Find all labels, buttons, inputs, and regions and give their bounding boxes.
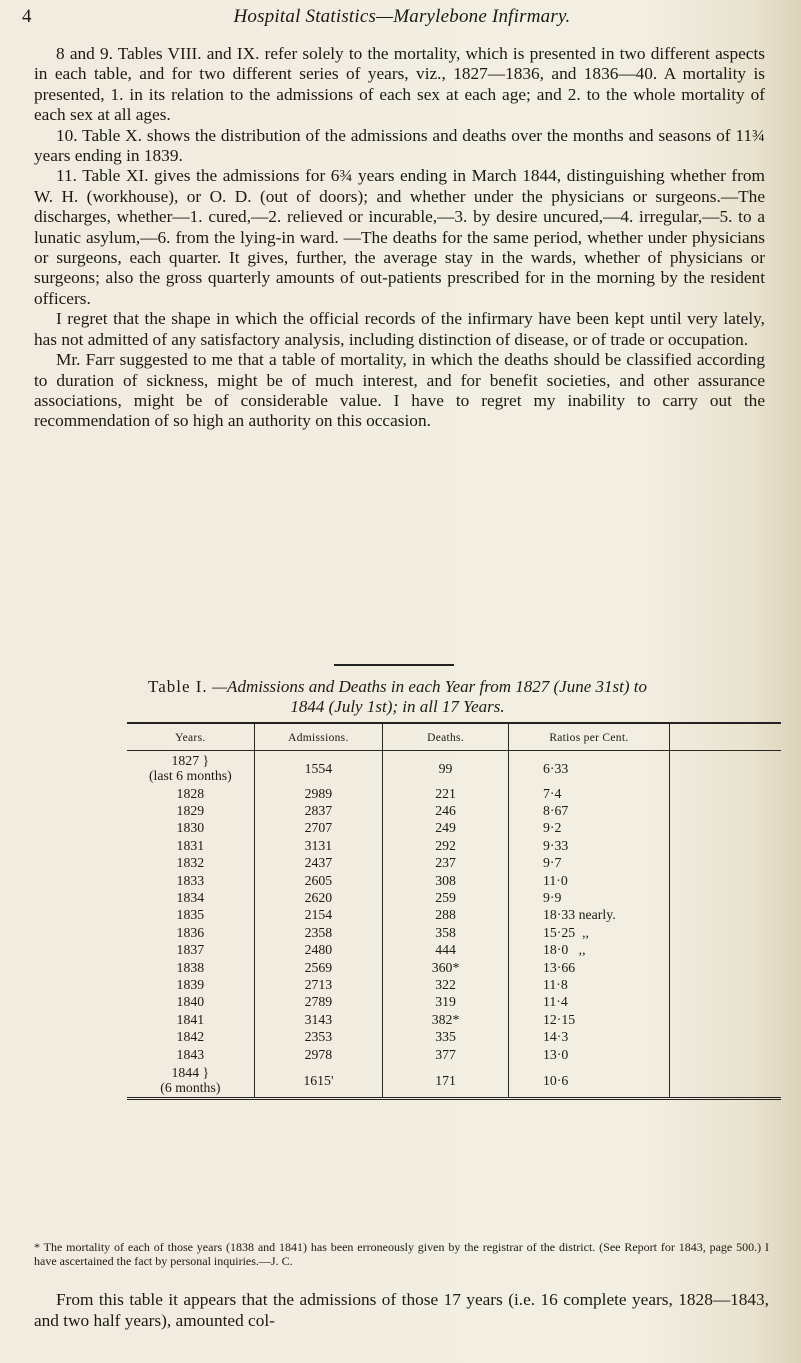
page-number: 4: [22, 6, 32, 27]
ratio-cell-value: 13·66: [543, 959, 576, 975]
table-row: [127, 994, 781, 1011]
deaths-cell-value: 288: [435, 907, 456, 923]
deaths-cell: [383, 976, 509, 993]
year-cell: [127, 976, 254, 993]
deaths-cell-value: 99: [438, 760, 453, 776]
year-cell: [127, 924, 254, 941]
column-header-ratios: Ratios per Cent.: [549, 732, 629, 744]
ratio-cell: [509, 907, 670, 924]
year-cell: [127, 942, 254, 959]
statistics-table: [127, 722, 781, 1100]
deaths-cell-value: 249: [435, 820, 456, 836]
year-cell: [127, 994, 254, 1011]
admissions-cell-value: 2713: [304, 976, 333, 992]
year-cell: [127, 872, 254, 889]
year-cell-sub: (6 months): [160, 1080, 221, 1096]
admissions-cell-value: 2154: [304, 907, 333, 923]
admissions-cell: [254, 751, 382, 786]
ratio-cell: [509, 889, 670, 906]
year-cell-value: 1829: [176, 803, 205, 819]
admissions-cell: [254, 872, 382, 889]
ratio-cell: [509, 942, 670, 959]
blank-cell: [669, 1028, 781, 1045]
blank-cell: [669, 907, 781, 924]
admissions-cell-value: 2605: [304, 872, 333, 888]
deaths-cell: [383, 802, 509, 819]
table-row: [127, 837, 781, 854]
table-label: Table I.: [148, 677, 208, 696]
paragraph: 11. Table XI. gives the admissions for 6¾ years ending in March 1844, distinguishing whether from W. H. (workhouse), or O. D. (out of doors); and whether under the physicians or surgeons.—The discharges, whether—1. cured,—2. relieved or incurable,—3. by desire uncured,—4. irregular,—5. to a lunatic asylum,—6. from the lying-in ward. —The deaths for the same period, whether under physicians or surgeons, each quarter. It gives, further, the average stay in the wards, whether of physicians or surgeons; also the gross quarterly amounts of out-patients prescribed for in the morning by the resident officers.: [34, 166, 765, 308]
year-cell-value: 1842: [176, 1029, 205, 1045]
table-row: [127, 959, 781, 976]
year-cell-value: 1833: [176, 872, 205, 888]
admissions-cell: [254, 785, 382, 802]
admissions-cell-value: 2989: [304, 785, 333, 801]
year-cell: [127, 751, 254, 786]
blank-cell: [669, 785, 781, 802]
deaths-cell: [383, 1063, 509, 1099]
deaths-cell-value: 377: [435, 1046, 456, 1062]
admissions-cell-value: 2358: [304, 924, 333, 940]
table-row: [127, 1046, 781, 1063]
ratio-cell-value: 9·2: [543, 820, 562, 836]
blank-cell: [669, 994, 781, 1011]
deaths-cell-value: 444: [435, 942, 456, 958]
table-row: [127, 976, 781, 993]
admissions-cell: [254, 942, 382, 959]
table-title-line1: —Admissions and Deaths in each Year from 1827 (June 31st) to: [211, 677, 647, 696]
admissions-cell-value: 1615': [303, 1072, 334, 1088]
deaths-cell-value: 237: [435, 855, 456, 871]
admissions-cell: [254, 1011, 382, 1028]
deaths-cell: [383, 751, 509, 786]
year-cell-value: 1832: [176, 855, 205, 871]
blank-cell: [669, 1046, 781, 1063]
deaths-cell-value: 335: [435, 1029, 456, 1045]
paragraph: I regret that the shape in which the official records of the infirmary have been kept until very lately, has not admitted of any satisfactory analysis, including distinction of disease, or of trade or occupation.: [34, 309, 765, 349]
year-cell-value: 1841: [176, 1011, 205, 1027]
table-row: [127, 802, 781, 819]
admissions-cell-value: 2707: [304, 820, 333, 836]
deaths-cell: [383, 907, 509, 924]
year-cell-value: 1837: [176, 942, 205, 958]
deaths-cell: [383, 889, 509, 906]
table-caption: [30, 677, 765, 717]
blank-cell: [669, 872, 781, 889]
deaths-cell: [383, 1046, 509, 1063]
year-cell: [127, 959, 254, 976]
year-cell: [127, 907, 254, 924]
table-row: [127, 1028, 781, 1045]
table-row: [127, 1011, 781, 1028]
blank-cell: [669, 1063, 781, 1099]
column-header-admissions: Admissions.: [254, 722, 382, 751]
ratio-cell: [509, 976, 670, 993]
paragraph: 8 and 9. Tables VIII. and IX. refer solely to the mortality, which is presented in two different aspects in each table, and for two different series of years, viz., 1827—1836, and 1836—40. A mortality is presented, 1. in its relation to the admissions of each sex at each age; and 2. to the whole mortality of each sex at all ages.: [34, 44, 765, 125]
year-cell: [127, 785, 254, 802]
ratio-cell-value: 7·4: [543, 785, 562, 801]
deaths-cell-value: 382*: [431, 1011, 460, 1027]
ratio-cell-value: 11·4: [543, 994, 568, 1010]
column-header-blank: [669, 722, 781, 751]
page-header: [22, 6, 782, 32]
admissions-cell: [254, 1046, 382, 1063]
table-row: [127, 907, 781, 924]
blank-cell: [669, 889, 781, 906]
year-cell-value: 1831: [176, 837, 205, 853]
year-cell-value: 1839: [176, 976, 205, 992]
year-cell: [127, 837, 254, 854]
table-row: [127, 820, 781, 837]
year-cell-value: 1827 }: [171, 753, 210, 768]
ratio-cell-value: 12·15: [543, 1011, 576, 1027]
admissions-cell: [254, 889, 382, 906]
ratio-cell-value: 9·7: [543, 855, 562, 871]
ratio-cell-value: 11·8: [543, 976, 568, 992]
deaths-cell-value: 259: [435, 890, 456, 906]
year-cell-value: 1843: [176, 1046, 205, 1062]
admissions-cell-value: 2437: [304, 855, 333, 871]
deaths-cell-value: 292: [435, 837, 456, 853]
running-title: Hospital Statistics—Marylebone Infirmary.: [233, 6, 571, 27]
admissions-cell-value: 2620: [304, 890, 333, 906]
admissions-cell: [254, 1063, 382, 1099]
year-cell-value: 1840: [176, 994, 205, 1010]
table-row: [127, 942, 781, 959]
ratio-cell: [509, 994, 670, 1011]
admissions-cell: [254, 959, 382, 976]
year-cell: [127, 1028, 254, 1045]
deaths-cell-value: 360*: [431, 959, 460, 975]
table-row: [127, 785, 781, 802]
deaths-cell: [383, 785, 509, 802]
ratio-cell-value: 8·67: [543, 803, 569, 819]
year-cell: [127, 820, 254, 837]
admissions-cell: [254, 907, 382, 924]
year-cell: [127, 889, 254, 906]
ratio-cell-value: 11·0: [543, 872, 568, 888]
ratio-cell: [509, 1011, 670, 1028]
admissions-cell: [254, 924, 382, 941]
blank-cell: [669, 751, 781, 786]
column-header-years: Years.: [127, 722, 254, 751]
blank-cell: [669, 1011, 781, 1028]
paragraph: From this table it appears that the admissions of those 17 years (i.e. 16 complete years, 1828—1843, and two half years), amounted col-: [34, 1290, 769, 1330]
ratio-cell: [509, 872, 670, 889]
year-cell-value: 1835: [176, 907, 205, 923]
admissions-cell: [254, 802, 382, 819]
admissions-cell: [254, 1028, 382, 1045]
ratio-cell: [509, 1063, 670, 1099]
table-row: [127, 889, 781, 906]
year-cell-value: 1834: [176, 890, 205, 906]
ratio-cell-value: 10·6: [543, 1072, 569, 1088]
deaths-cell: [383, 855, 509, 872]
year-cell-value: 1836: [176, 924, 205, 940]
paragraph: Mr. Farr suggested to me that a table of mortality, in which the deaths should be classified according to duration of sickness, might be of much interest, and for benefit societies, and other assurance associations, might be of considerable value. I have to regret my inability to carry out the recommendation of so high an authority on this occasion.: [34, 350, 765, 431]
blank-cell: [669, 837, 781, 854]
admissions-cell: [254, 820, 382, 837]
year-cell-value: 1828: [176, 785, 205, 801]
deaths-cell-value: 358: [435, 924, 456, 940]
ratio-cell: [509, 802, 670, 819]
ratio-cell: [509, 959, 670, 976]
table-row: [127, 751, 781, 786]
blank-cell: [669, 802, 781, 819]
year-cell: [127, 1063, 254, 1099]
table-header-row: [127, 722, 781, 751]
admissions-cell-value: 2789: [304, 994, 333, 1010]
paragraph: 10. Table X. shows the distribution of the admissions and deaths over the months and seasons of 11¾ years ending in 1839.: [34, 125, 765, 166]
body-text: [34, 44, 765, 432]
section-divider: [334, 664, 454, 666]
blank-cell: [669, 959, 781, 976]
ratio-cell: [509, 1028, 670, 1045]
ratio-cell-value: 6·33: [543, 760, 569, 776]
admissions-cell-value: 2480: [304, 942, 333, 958]
year-cell-value: 1838: [176, 959, 205, 975]
admissions-cell-value: 2837: [304, 803, 333, 819]
ratio-cell-value: 14·3: [543, 1029, 569, 1045]
footnote: * The mortality of each of those years (1838 and 1841) has been erroneously given by the registrar of the district. (See Report for 1843, page 500.) I have ascertained the fact by personal inquiries.—J. C.: [34, 1240, 769, 1268]
year-cell: [127, 855, 254, 872]
blank-cell: [669, 942, 781, 959]
ratio-cell-value: 15·25 ,,: [543, 924, 589, 940]
admissions-cell-value: 3143: [304, 1011, 333, 1027]
ratio-cell: [509, 837, 670, 854]
table-title-line2: 1844 (July 1st); in all 17 Years.: [290, 697, 505, 716]
deaths-cell-value: 246: [435, 803, 456, 819]
deaths-cell: [383, 959, 509, 976]
table-row: [127, 924, 781, 941]
deaths-cell-value: 322: [435, 976, 456, 992]
admissions-cell-value: 2978: [304, 1046, 333, 1062]
deaths-cell-value: 221: [435, 785, 456, 801]
table-top-rule: [127, 722, 781, 724]
blank-cell: [669, 855, 781, 872]
deaths-cell: [383, 942, 509, 959]
deaths-cell-value: 319: [435, 994, 456, 1010]
blank-cell: [669, 976, 781, 993]
year-cell-sub: (last 6 months): [148, 768, 232, 783]
year-cell: [127, 1011, 254, 1028]
admissions-cell: [254, 837, 382, 854]
deaths-cell: [383, 1011, 509, 1028]
year-cell-value: 1830: [176, 820, 205, 836]
ratio-cell: [509, 820, 670, 837]
deaths-cell-value: 308: [435, 872, 456, 888]
year-cell-value: 1844 }: [171, 1065, 210, 1081]
deaths-cell: [383, 1028, 509, 1045]
closing-text: [34, 1289, 769, 1331]
admissions-cell: [254, 976, 382, 993]
ratio-cell-value: 18·0 ,,: [543, 942, 586, 958]
blank-cell: [669, 924, 781, 941]
deaths-cell: [383, 872, 509, 889]
ratio-cell: [509, 924, 670, 941]
ratio-cell: [509, 785, 670, 802]
ratio-cell: [509, 855, 670, 872]
deaths-cell: [383, 994, 509, 1011]
ratio-cell-value: 9·33: [543, 837, 569, 853]
ratio-cell-value: 9·9: [543, 890, 562, 906]
admissions-cell-value: 2353: [304, 1029, 333, 1045]
ratio-cell-value: 18·33 nearly.: [543, 907, 616, 923]
deaths-cell: [383, 837, 509, 854]
ratio-cell: [509, 1046, 670, 1063]
admissions-cell-value: 1554: [304, 760, 333, 776]
deaths-cell: [383, 924, 509, 941]
admissions-cell-value: 2569: [304, 959, 333, 975]
ratio-cell-value: 13·0: [543, 1046, 569, 1062]
table-row: [127, 1063, 781, 1099]
admissions-cell: [254, 855, 382, 872]
ratio-cell: [509, 751, 670, 786]
admissions-cell-value: 3131: [304, 837, 333, 853]
table-row: [127, 855, 781, 872]
admissions-cell: [254, 994, 382, 1011]
deaths-cell-value: 171: [435, 1072, 456, 1088]
column-header-deaths: Deaths.: [383, 722, 509, 751]
year-cell: [127, 1046, 254, 1063]
table-body: [127, 751, 781, 1099]
blank-cell: [669, 820, 781, 837]
table-row: [127, 872, 781, 889]
year-cell: [127, 802, 254, 819]
deaths-cell: [383, 820, 509, 837]
